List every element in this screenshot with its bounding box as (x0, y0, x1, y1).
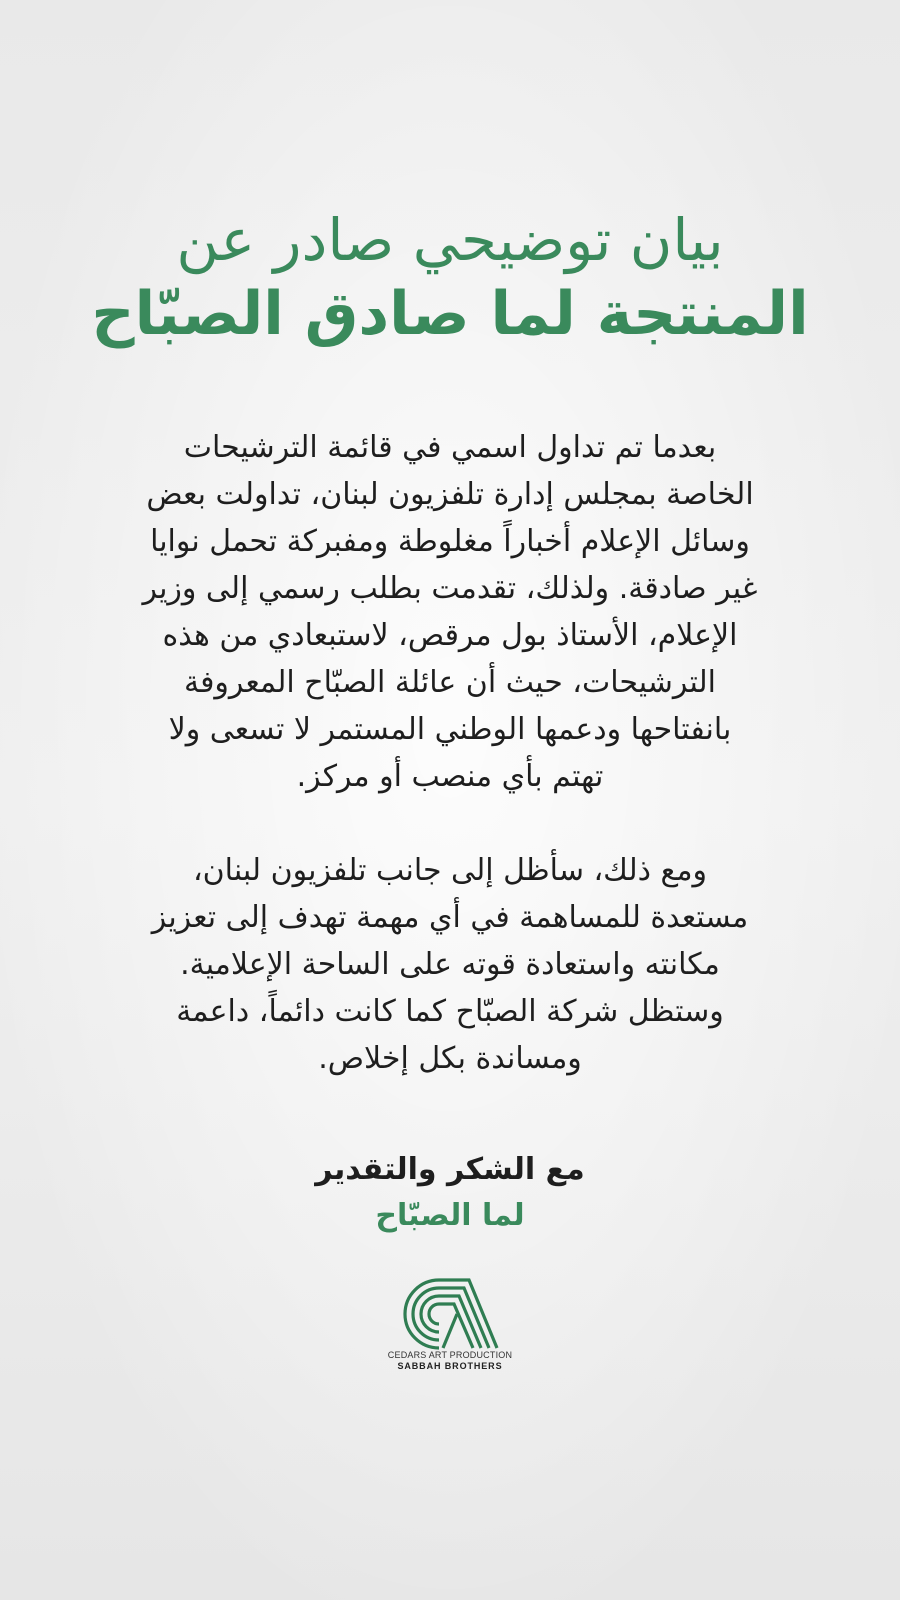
paragraph-2-line: مستعدة للمساهمة في أي مهمة تهدف إلى تعزيز (151, 900, 749, 935)
paragraph-1-line: تهتم بأي منصب أو مركز. (296, 759, 604, 794)
paragraph-2-line: ومساندة بكل إخلاص. (318, 1041, 582, 1076)
paragraph-2 (75, 847, 825, 1082)
paragraph-1-line: الخاصة بمجلس إدارة تلفزيون لبنان، تداولت بعض (146, 477, 754, 512)
paragraph-1-line: بانفتاحها ودعمها الوطني المستمر لا تسعى ولا (168, 712, 732, 747)
logo-company-line: CEDARS ART PRODUCTION (387, 1350, 513, 1360)
title-line-2: المنتجة لما صادق الصبّاح (91, 279, 809, 349)
paragraph-1-line: الإعلام، الأستاذ بول مرقص، لاستبعادي من هذه (162, 618, 738, 653)
paragraph-1-line: غير صادقة. ولذلك، تقدمت بطلب رسمي إلى وزير (142, 571, 758, 606)
closing-thanks: مع الشكر والتقدير (315, 1152, 585, 1187)
paragraph-2-line: ومع ذلك، سأظل إلى جانب تلفزيون لبنان، (192, 853, 708, 888)
paragraph-2-line: مكانته واستعادة قوته على الساحة الإعلامية. (180, 947, 720, 982)
signoff (200, 1148, 700, 1238)
statement-body (75, 424, 825, 1082)
paragraph-1 (75, 424, 825, 800)
title-line-1: بيان توضيحي صادر عن (176, 206, 724, 274)
statement-title (60, 205, 840, 351)
signer-name: لما الصبّاح (375, 1198, 525, 1233)
paragraph-1-line: بعدما تم تداول اسمي في قائمة الترشيحات (183, 430, 717, 465)
paragraph-1-line: الترشيحات، حيث أن عائلة الصبّاح المعروفة (183, 665, 717, 700)
logo-brand-line: SABBAH BROTHERS (397, 1361, 503, 1371)
paragraph-2-line: وستظل شركة الصبّاح كما كانت دائماً، داعمة (176, 994, 724, 1029)
paragraph-1-line: وسائل الإعلام أخباراً مغلوطة ومفبركة تحمل نوايا (150, 524, 750, 559)
